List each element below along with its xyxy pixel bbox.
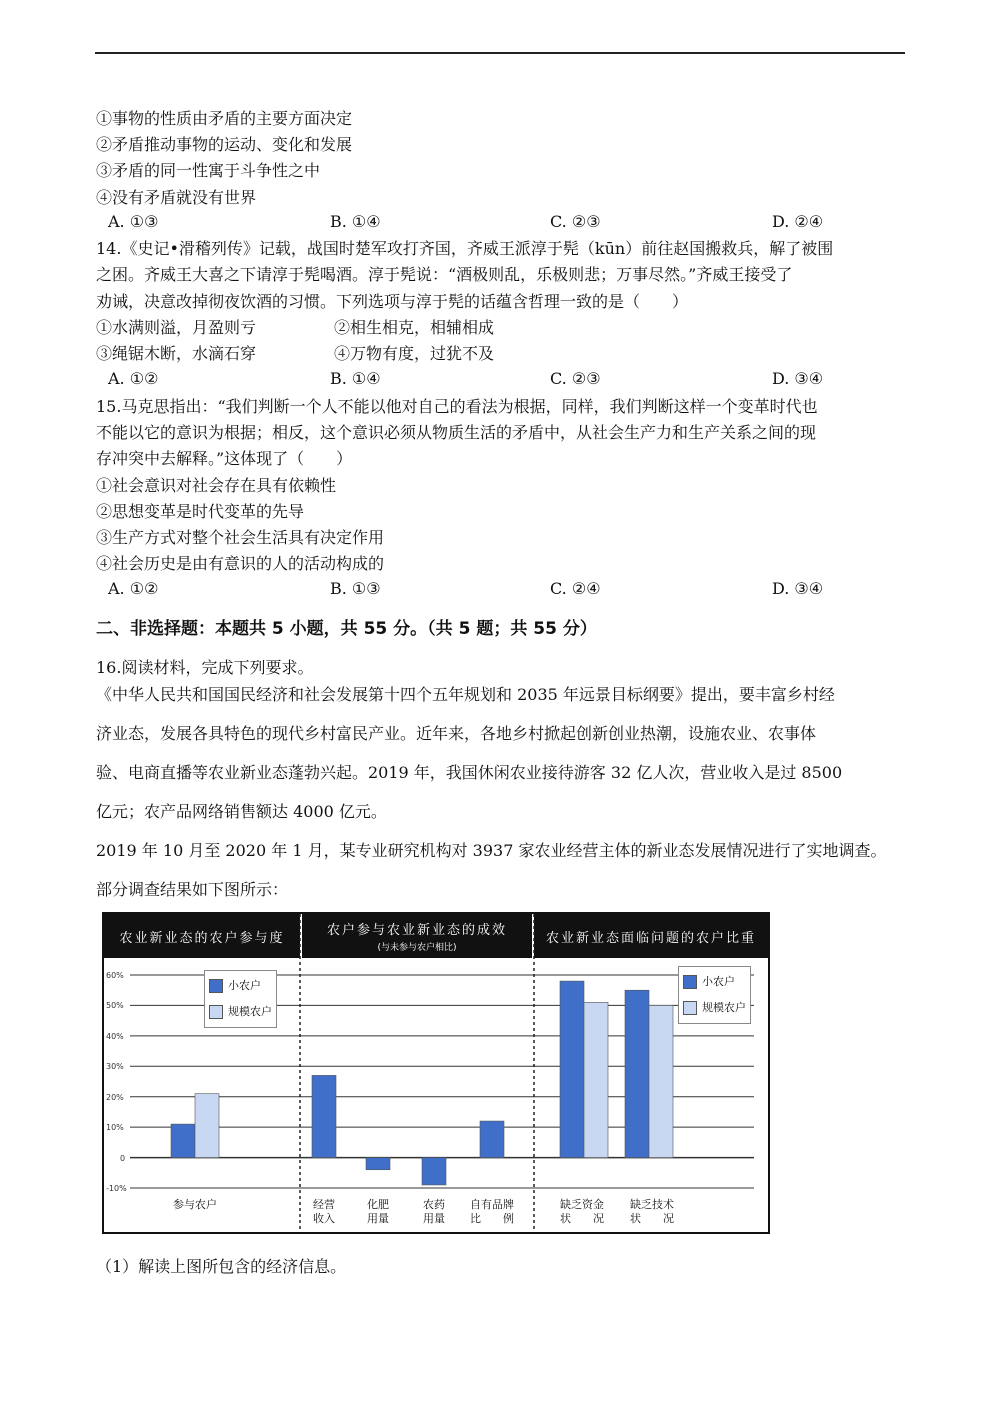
q13-option-a[interactable]: A. ①③ bbox=[108, 212, 159, 231]
header-rule bbox=[95, 52, 905, 54]
xlabel-income-text: 经营 收入 bbox=[313, 1198, 335, 1225]
xlabel-fund bbox=[552, 1198, 612, 1226]
bar-p2-2 bbox=[422, 1158, 446, 1185]
q13-options bbox=[96, 211, 906, 233]
xlabel-participate: 参与农户 bbox=[173, 1198, 217, 1211]
q16-para3: 部分调查结果如下图所示： bbox=[96, 880, 289, 899]
bar-p3-large-1 bbox=[649, 1005, 673, 1157]
q16-sub1: （1）解读上图所包含的经济信息。 bbox=[96, 1257, 347, 1276]
q14-options bbox=[96, 368, 906, 390]
panel2-title-text: 农户参与农业新业态的成效 bbox=[326, 923, 507, 938]
q14-option-b[interactable]: B. ①④ bbox=[330, 369, 381, 388]
ytick-0: 0 bbox=[120, 1154, 126, 1163]
q16-intro: 16.阅读材料，完成下列要求。 bbox=[96, 658, 314, 677]
bar-p3-small-0 bbox=[560, 981, 584, 1157]
ytick-30: 30% bbox=[106, 1062, 124, 1071]
legend-swatch-large bbox=[683, 1001, 697, 1015]
q15-option-a[interactable]: A. ①② bbox=[108, 579, 159, 598]
xlabel-tech bbox=[622, 1198, 682, 1226]
q13-option-d[interactable]: D. ②④ bbox=[772, 212, 824, 231]
panel1-title-text: 农业新业态的农户参与度 bbox=[119, 930, 285, 946]
q15-item-2: ②思想变革是时代变革的先导 bbox=[96, 502, 305, 521]
xlabel-income bbox=[308, 1198, 340, 1226]
q16-para1-line2: 济业态，发展各具特色的现代乡村富民产业。近年来，各地乡村掀起创新创业热潮，设施农业、农事体 bbox=[96, 724, 817, 743]
q15-stem-3: 存冲突中去解释。”这体现了（ ） bbox=[96, 449, 353, 468]
q14-stem-2: 之困。齐威王大喜之下请淳于髡喝酒。淳于髡说：“酒极则乱，乐极则悲；万事尽然。”齐威王接受了 bbox=[96, 265, 793, 284]
bar-p3-large-0 bbox=[584, 1002, 608, 1157]
q15-item-4: ④社会历史是由有意识的人的活动构成的 bbox=[96, 554, 385, 573]
xlabel-pesticide bbox=[418, 1198, 450, 1226]
ytick-60: 60% bbox=[106, 971, 124, 980]
chart-plot bbox=[104, 914, 768, 1232]
xlabel-brand-text: 自有品牌 比 例 bbox=[470, 1198, 514, 1225]
legend-label-large: 规模农户 bbox=[702, 1001, 746, 1014]
legend-label-large: 规模农户 bbox=[228, 1005, 272, 1018]
ytick-40: 40% bbox=[106, 1032, 124, 1041]
q14-option-d[interactable]: D. ③④ bbox=[772, 369, 824, 388]
q16-para1-line3: 验、电商直播等农业新业态蓬勃兴起。2019 年，我国休闲农业接待游客 32 亿人次，营业收入是过 8500 bbox=[96, 763, 843, 782]
q14-option-a[interactable]: A. ①② bbox=[108, 369, 159, 388]
survey-chart bbox=[102, 912, 770, 1234]
q13-item-1: ①事物的性质由矛盾的主要方面决定 bbox=[96, 109, 353, 128]
q16-para1-line1: 《中华人民共和国国民经济和社会发展第十四个五年规划和 2035 年远景目标纲要》提出，要丰富乡村经 bbox=[96, 685, 835, 704]
q14-option-c[interactable]: C. ②③ bbox=[550, 369, 601, 388]
legend-right bbox=[678, 966, 751, 1024]
legend-swatch-large bbox=[209, 1005, 223, 1019]
q16-para2: 2019 年 10 月至 2020 年 1 月，某专业研究机构对 3937 家农业经营主体的新业态发展情况进行了实地调查。 bbox=[96, 841, 887, 860]
q15-option-d[interactable]: D. ③④ bbox=[772, 579, 824, 598]
ytick-20: 20% bbox=[106, 1093, 124, 1102]
xlabel-pesticide-text: 农药 用量 bbox=[423, 1198, 445, 1225]
xlabel-fertilizer-text: 化肥 用量 bbox=[367, 1198, 389, 1225]
q16-para1-line4: 亿元；农产品网络销售额达 4000 亿元。 bbox=[96, 802, 387, 821]
legend-swatch-small bbox=[683, 975, 697, 989]
ytick-50: 50% bbox=[106, 1001, 124, 1010]
ytick-10: 10% bbox=[106, 1123, 124, 1132]
panel2-subtitle: (与未参与农户相比) bbox=[377, 943, 457, 953]
legend-label-small: 小农户 bbox=[228, 979, 261, 992]
q15-item-1: ①社会意识对社会存在具有依赖性 bbox=[96, 476, 337, 495]
q15-option-c[interactable]: C. ②④ bbox=[550, 579, 601, 598]
section-heading: 二、非选择题：本题共 5 小题，共 55 分。（共 5 题；共 55 分） bbox=[96, 619, 597, 639]
bar-p3-small-1 bbox=[625, 990, 649, 1157]
q14-item-4: ④万物有度，过犹不及 bbox=[334, 344, 495, 363]
q13-item-2: ②矛盾推动事物的运动、变化和发展 bbox=[96, 135, 353, 154]
q15-stem-2: 不能以它的意识为根据；相反，这个意识必须从物质生活的矛盾中，从社会生产力和生产关系之间的现 bbox=[96, 423, 817, 442]
bar-p2-1 bbox=[366, 1158, 390, 1170]
bar-p2-0 bbox=[312, 1075, 336, 1157]
legend-swatch-small bbox=[209, 979, 223, 993]
panel3-title-text: 农业新业态面临问题的农户比重 bbox=[545, 930, 756, 946]
xlabel-brand bbox=[462, 1198, 522, 1226]
q15-option-b[interactable]: B. ①③ bbox=[330, 579, 381, 598]
bar-p2-3 bbox=[480, 1121, 504, 1158]
q14-stem-1: 14.《史记•滑稽列传》记载，战国时楚军攻打齐国，齐威王派淳于髡（kūn）前往赵国搬救兵，解了被围 bbox=[96, 239, 834, 258]
legend-left bbox=[204, 970, 277, 1028]
xlabel-fund-text: 缺乏资金 状 况 bbox=[560, 1198, 604, 1225]
q13-item-3: ③矛盾的同一性寓于斗争性之中 bbox=[96, 161, 321, 180]
q14-item-3: ③绳锯木断，水滴石穿 bbox=[96, 344, 257, 363]
q14-item-1: ①水满则溢，月盈则亏 bbox=[96, 318, 257, 337]
q14-item-2: ②相生相克，相辅相成 bbox=[334, 318, 495, 337]
xlabel-fertilizer bbox=[362, 1198, 394, 1226]
q15-stem-1: 15.马克思指出：“我们判断一个人不能以他对自己的看法为根据，同样，我们判断这样一个变革时代也 bbox=[96, 397, 818, 416]
ytick-neg10: -10% bbox=[106, 1184, 127, 1193]
q13-item-4: ④没有矛盾就没有世界 bbox=[96, 188, 257, 207]
bar-p1-large bbox=[195, 1094, 219, 1158]
q15-item-3: ③生产方式对整个社会生活具有决定作用 bbox=[96, 528, 385, 547]
q14-stem-3: 劝诫，决意改掉彻夜饮酒的习惯。下列选项与淳于髡的话蕴含哲理一致的是（ ） bbox=[96, 292, 689, 311]
xlabel-tech-text: 缺乏技术 状 况 bbox=[630, 1198, 674, 1225]
legend-label-small: 小农户 bbox=[702, 975, 735, 988]
q15-options bbox=[96, 578, 906, 600]
q13-option-c[interactable]: C. ②③ bbox=[550, 212, 601, 231]
q13-option-b[interactable]: B. ①④ bbox=[330, 212, 381, 231]
bar-p1-small bbox=[171, 1124, 195, 1157]
